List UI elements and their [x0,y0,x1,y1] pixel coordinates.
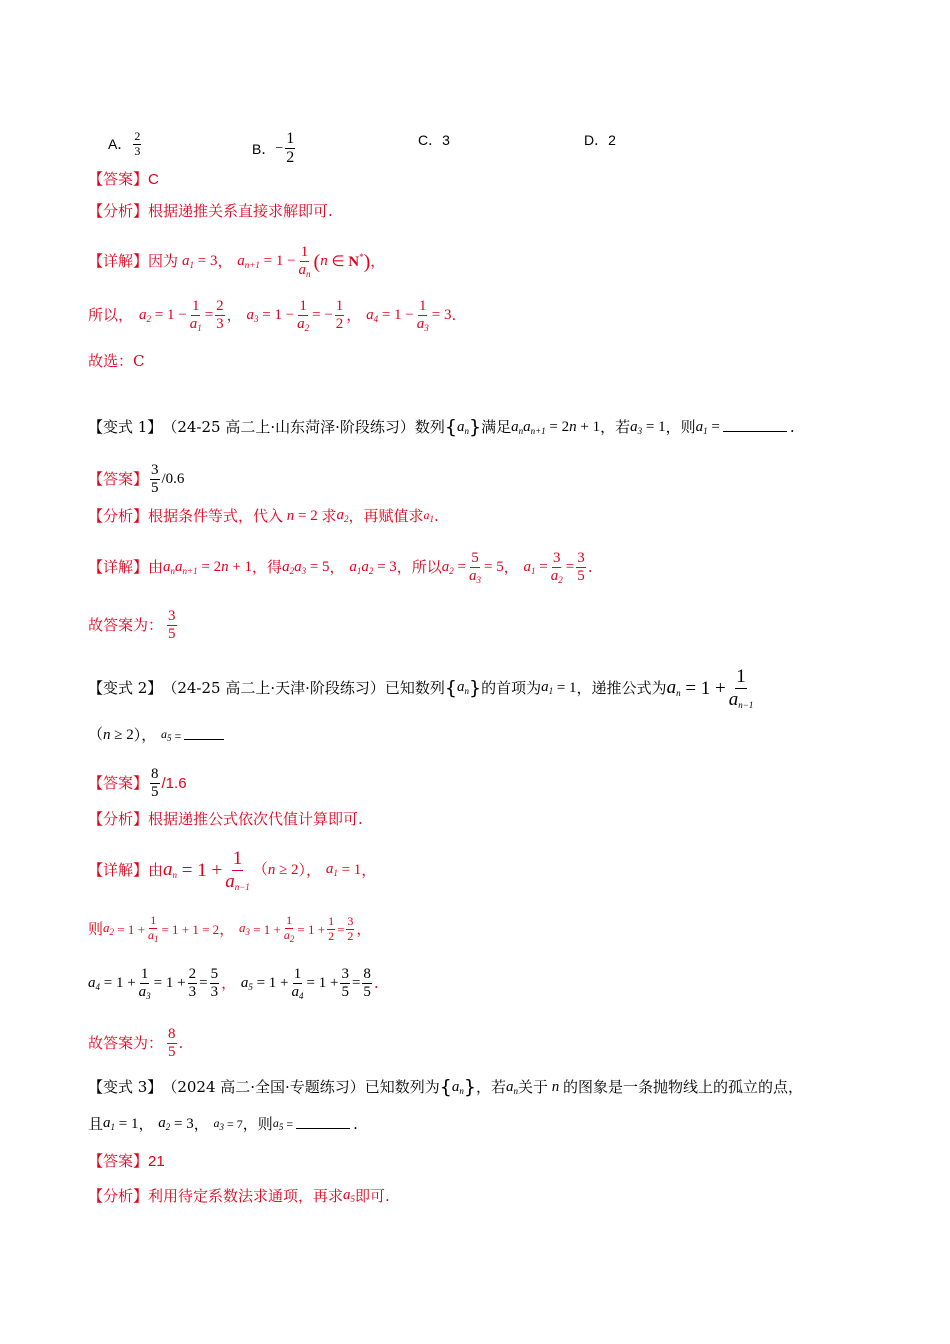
v2-conclusion: 故答案为： $\frac{8}{5}$ . [88,1026,184,1061]
v2-answer: 【答案】 $\frac{8}{5}$ /1.6 [88,766,187,801]
v2-analysis: 【分析】 根据递推公式依次代值计算即可. [88,810,363,828]
v1-analysis: 【分析】 根据条件等式，代入 n = 2 求 $a_2$ ，再赋值求 $a_1$ . [88,506,439,525]
v2-question-cont: （ n ≥ 2 ）， $a_5$ = [88,728,227,743]
option-a-fraction: $\frac{2}{3}$ [134,129,141,158]
option-c: C． 3 [418,132,450,148]
option-d: D． 2 [584,132,616,148]
option-a-label: A． [108,136,132,153]
option-b: B． − $\frac{1}{2}$ [252,130,295,167]
q0-so: 所以， $a_2$ = 1 − $\frac{1}{a_1}$ = $\frac{2}{3}$ ， $a_3$ = 1 − $\frac{1}{a_2}$ = − $\frac{1}{2}$ ， $a_4$ = 1 − $\frac{1}{a_3}$ = 3 . [88,298,457,334]
v2-a4-a5: $a_4$ = 1 + $\frac{1}{a_3}$ = 1 + $\frac{2}{3}$ = $\frac{5}{3}$ ， $a_5$ = 1 + $\frac{1}{a_4}$ = 1 + $\frac{3}{5}$ = $\frac{8}{5}$ . [88,966,379,1002]
v1-answer: 【答案】 $\frac{3}{5}$ /0.6 [88,462,185,497]
option-a [108,130,143,159]
option-b-label: B． [252,140,276,157]
v2-question: 【变式 2】 （24-25 高二上·天津·阶段练习）已知数列 { $a_n$ } 的首项为 $a_1$ = 1 ，递推公式为 $a_n$ = 1 + $\frac{1}{a_{n-1}}$ [88,666,754,710]
v3-analysis: 【分析】 利用待定系数法求通项，再求 $a_5$ 即可. [88,1186,390,1205]
v2-detail: 【详解】 由 $a_n$ = 1 + $\frac{1}{a_{n-1}}$ （ n ≥ 2 ）， $a_1$ = 1 ， [88,848,377,892]
v1-question: 【变式 1】 （24-25 高二上·山东菏泽·阶段练习）数列 { $a_n$ } 满足 $a_na_{n+1}$ = 2 n + 1 ，若 $a_3$ = 1 ，则 $a_1$ = . [88,416,795,438]
v1-conclusion: 故答案为： $\frac{3}{5}$ [88,608,176,643]
q0-conclusion: 故选：C [88,352,145,370]
v3-question: 【变式 3】 （2024 高二·全国·专题练习）已知数列为 { $a_n$ } ，若 $a_n$ 关于 n 的图象是一条抛物线上的孤立的点， [88,1076,804,1098]
v2-then: 则 $a_2$ = 1 + $\frac{1}{a_1}$ = 1 + 1 = 2 ， $a_3$ = 1 + $\frac{1}{a_2}$ = 1 + $\frac{1}{2}$ = $\frac{3}{2}$ ， [88,913,372,944]
option-b-fraction: $\frac{1}{2}$ [286,130,295,167]
q0-answer: 【答案】 C [88,170,159,188]
q0-detail: 【详解】 因为 $a_1$ = 3 ， $a_{n+1}$ = 1 − $\frac{1}{a_n}$ ( n ∈ N* ) ， [88,244,386,280]
v1-detail: 【详解】 由 $a_na_{n+1}$ = 2 n + 1 ，得 $a_2a_3$ = 5 ， $a_1a_2$ = 3 ，所以 $a_2$ = $\frac{5}{a_3}$ = 5 ， $a_1$ = $\frac{3}{a_2}$ = $\frac{3}{5}$ . [88,550,593,586]
q0-analysis: 【分析】 根据递推关系直接求解即可. [88,202,333,220]
v3-question-cont: 且 $a_1$ = 1 ， $a_2$ = 3 ， $a_3$ = 7 ，则 $a_5$ = . [88,1114,358,1133]
v3-answer: 【答案】 21 [88,1152,165,1170]
